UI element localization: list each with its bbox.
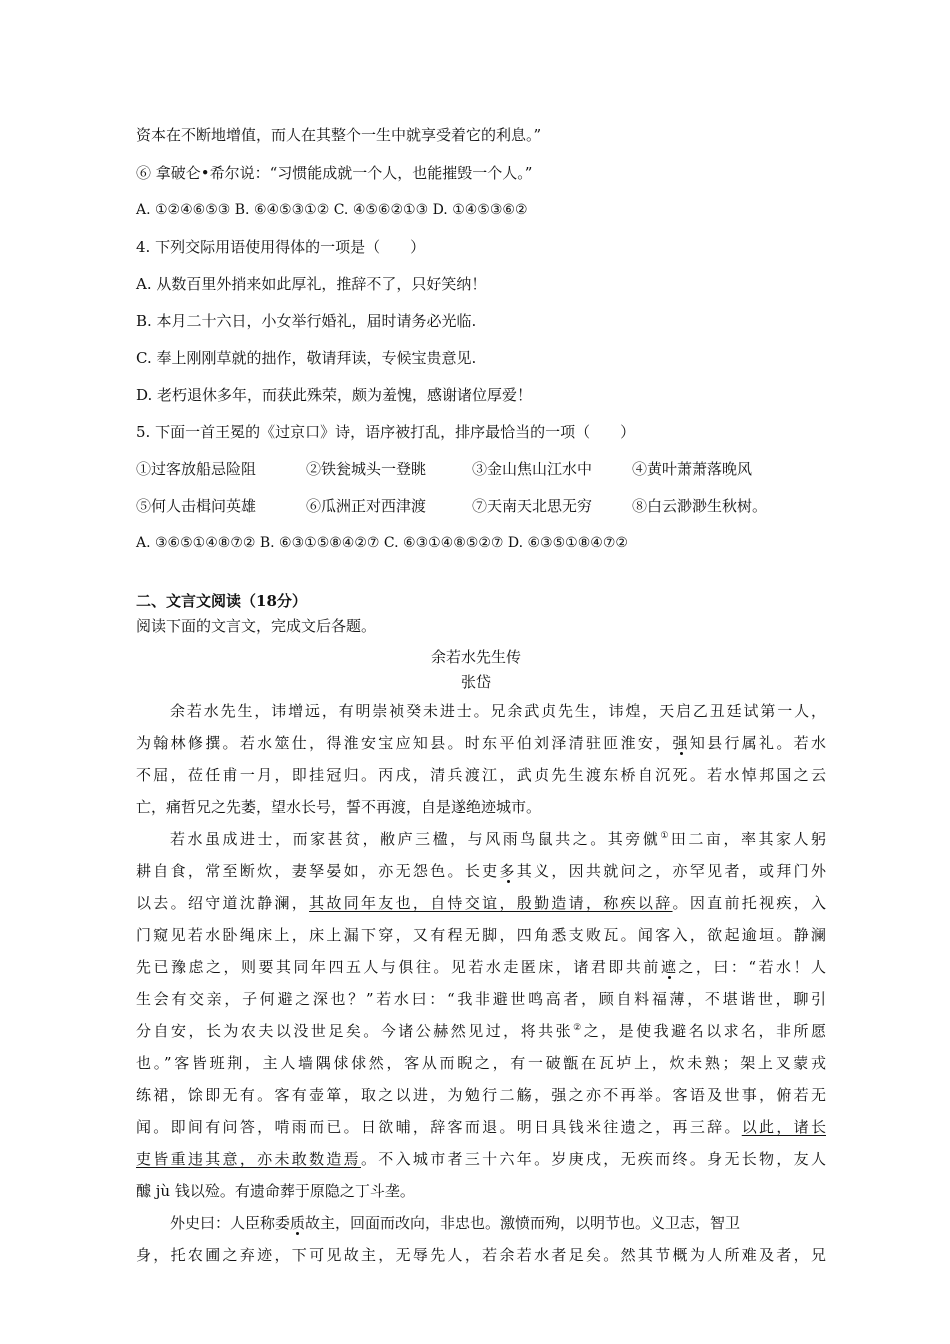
- instruction: 阅读下面的文言文，完成文后各题。: [136, 617, 377, 635]
- passage-line: 醵 jù 钱以殓。有遗命葬于原隐之丁斗垄。: [136, 1182, 415, 1200]
- passage-line: 练裙，馀即无有。客有壶箪，取之以进，为勉行二觞，强之亦不再举。客语及世事，俯若无: [136, 1086, 826, 1104]
- underlined-sentence: 吏皆重违其意，亦未敢数造焉: [136, 1150, 361, 1168]
- poem-row-2: [136, 496, 826, 516]
- passage-line: 闻。即间有问答，啃雨而已。日欲晡，辞客而退。明日具钱米往遗之，再三辞。以此，诸长: [136, 1118, 826, 1136]
- text-line: ⑥ 拿破仑•希尔说：“习惯能成就一个人，也能摧毁一个人。”: [136, 164, 533, 182]
- passage-line: 亡，痛哲兄之先萎，望水长号，誓不再渡，自是遂绝迹城市。: [136, 798, 542, 816]
- passage-line: 先已豫虑之，则要其同年四五人与俱往。见若水走匿床，诸君即共前遮之，曰：“若水！人: [136, 958, 826, 976]
- section-heading: 二、文言文阅读（18分）: [136, 592, 307, 610]
- question-5: 5. 下面一首王冕的《过京口》诗，语序被打乱，排序最恰当的一项（ ）: [136, 423, 636, 441]
- footnote-mark: ①: [660, 831, 671, 841]
- emphasis-dot: 多: [499, 862, 517, 880]
- question-4: 4. 下列交际用语使用得体的一项是（ ）: [136, 238, 426, 256]
- emphasis-dot: 强: [672, 734, 690, 752]
- poem-line: ③金山焦山江水中: [472, 460, 593, 478]
- poem-line: ⑧白云渺渺生秋树。: [632, 497, 768, 515]
- passage-line: 吏皆重违其意，亦未敢数造焉。不入城市者三十六年。岁庚戌，无疾而终。身无长物，友人: [136, 1150, 826, 1168]
- emphasis-dot: 质: [290, 1214, 306, 1232]
- passage-line: 生会有交亲，子何避之深也？”若水曰：“我非避世鸣高者，顾自料福薄，不堪谐世，聊引: [136, 990, 826, 1008]
- underlined-sentence: 其故同年友也，自恃交谊，殷勤造请，称疾以辞: [309, 894, 673, 912]
- passage-line: 若水虽成进士，而家甚贫，敝庐三楹，与风雨鸟鼠共之。其旁僦①田二亩，率其家人躬: [170, 830, 826, 848]
- passage-line: 耕自食，常至断炊，妻孥晏如，亦无怨色。长吏多其义，因共就问之，亦罕见者，或拜门外: [136, 862, 826, 880]
- answer-options: A. ③⑥⑤①④⑧⑦② B. ⑥③①⑤⑧④②⑦ C. ⑥③①④⑧⑤②⑦ D. ⑥③⑤①⑧④⑦②: [136, 535, 628, 551]
- passage-line: 门窥见若水卧绳床上，床上漏下穿，又有程无脚，四角悉支败瓦。闻客入，欲起逾垣。静澜: [136, 926, 826, 944]
- option-d: D. 老朽退休多年，而获此殊荣，颇为羞愧，感谢诸位厚爱！: [136, 386, 533, 404]
- passage-line: 为翰林修撰。若水筮仕，得淮安宝应知县。时东平伯刘泽清驻匝淮安，强知县行属礼。若水: [136, 734, 826, 752]
- passage-line: 外史曰：人臣称委质故主，回面而改向，非忠也。激愤而殉，以明节也。义卫志，智卫: [170, 1214, 741, 1232]
- option-b: B. 本月二十六日，小女举行婚礼，届时请务必光临.: [136, 312, 477, 330]
- passage-author: 张岱: [460, 673, 491, 691]
- passage-line: 余若水先生，讳增远，有明崇祯癸未进士。兄余武贞先生，讳煌，天启乙丑廷试第一人，: [170, 702, 826, 720]
- poem-row-1: [136, 459, 826, 479]
- poem-line: ④黄叶萧萧落晚风: [632, 460, 753, 478]
- passage-line: 分自安，长为农夫以没世足矣。今诸公赫然见过，将共张②之，是使我避名以求名，非所愿: [136, 1022, 826, 1040]
- option-a: A. 从数百里外捎来如此厚礼，推辞不了，只好笑纳！: [136, 275, 487, 293]
- poem-line: ⑦天南天北思无穷: [472, 497, 593, 515]
- option-c: C. 奉上刚刚草就的拙作，敬请拜读，专候宝贵意见.: [136, 349, 477, 367]
- passage-line: 以去。绍守道沈静澜，其故同年友也，自恃交谊，殷勤造请，称疾以辞。因直前托视疾，入: [136, 894, 826, 912]
- poem-line: ①过客放船忌险阻: [136, 460, 257, 478]
- poem-line: ⑥瓜洲正对西津渡: [306, 497, 427, 515]
- passage-line: 也。”客皆班荆，主人墙隅俅俅然，客从而睨之，有一破甑在瓦垆上，炊未熟；架上叉蒙戎: [136, 1054, 826, 1072]
- poem-line: ⑤何人击楫问英雄: [136, 497, 257, 515]
- footnote-mark: ②: [573, 1023, 584, 1033]
- text-line: 资本在不断地增值，而人在其整个一生中就享受着它的利息。”: [136, 126, 542, 144]
- emphasis-dot: 遮: [660, 958, 679, 976]
- underlined-sentence: 以此，诸长: [741, 1118, 826, 1136]
- passage-line: 身，托农圃之弃迹，下可见故主，无辱先人，若余若水者足矣。然其节概为人所难及者，兄: [136, 1246, 826, 1264]
- answer-options: A. ①②④⑥⑤③ B. ⑥④⑤③①② C. ④⑤⑥②①③ D. ①④⑤③⑥②: [136, 202, 528, 218]
- passage-title: 余若水先生传: [430, 648, 521, 666]
- passage-line: 不屈，莅任甫一月，即挂冠归。丙戌，清兵渡江，武贞先生渡东桥自沉死。若水悼邦国之云: [136, 766, 826, 784]
- poem-line: ②铁瓮城头一登眺: [306, 460, 427, 478]
